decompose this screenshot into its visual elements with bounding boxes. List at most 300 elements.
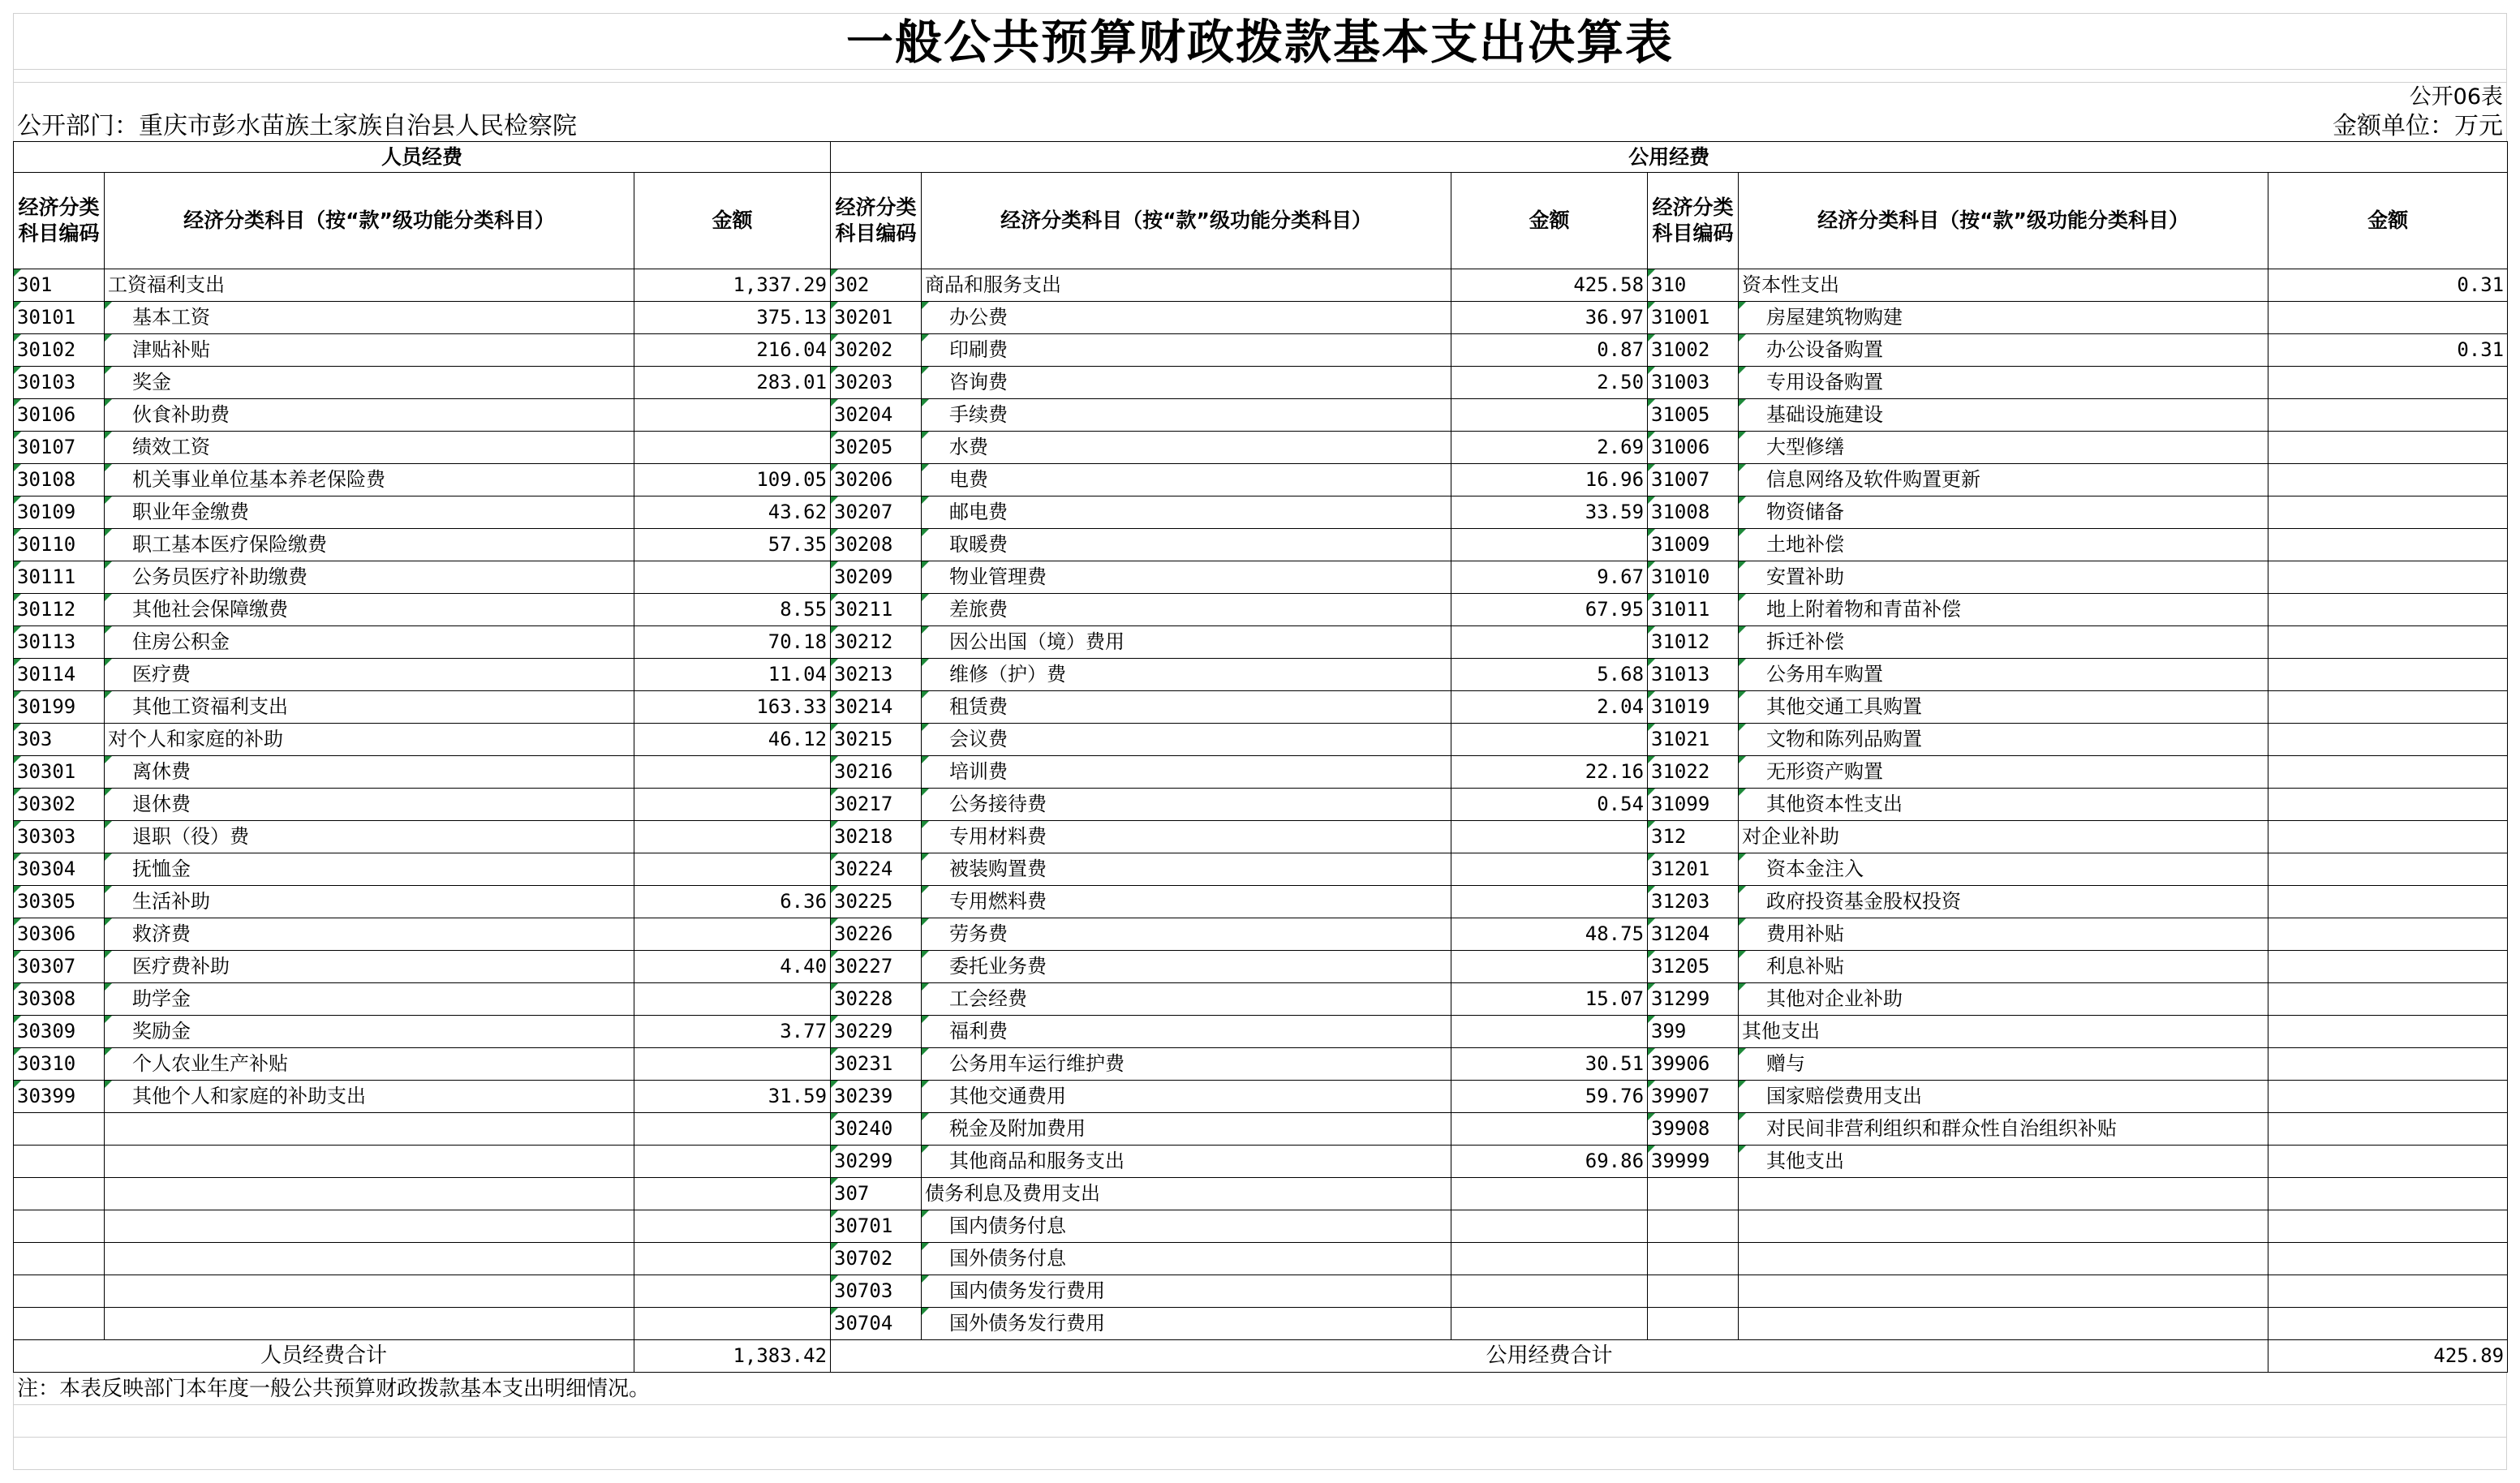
personnel-name-cell: 职业年金缴费 xyxy=(105,496,634,529)
capital-amount-cell xyxy=(2268,1081,2508,1113)
table-row xyxy=(14,1016,2508,1048)
personnel-name-cell xyxy=(105,1178,634,1210)
capital-name-cell: 其他资本性支出 xyxy=(1739,789,2268,821)
capital-name-cell: 地上附着物和青苗补偿 xyxy=(1739,594,2268,626)
department-label: 公开部门：重庆市彭水苗族土家族自治县人民检察院 xyxy=(17,112,577,140)
table-id: 公开06表 xyxy=(13,83,2507,112)
goods-code-cell: 307 xyxy=(831,1178,922,1210)
table-row xyxy=(14,724,2508,756)
goods-code-cell: 30217 xyxy=(831,789,922,821)
capital-amount-cell xyxy=(2268,756,2508,789)
capital-code-cell: 31203 xyxy=(1648,886,1739,918)
personnel-amount-cell xyxy=(634,1113,831,1146)
capital-code-cell: 31003 xyxy=(1648,367,1739,399)
personnel-name-cell xyxy=(105,1308,634,1340)
goods-name-cell: 手续费 xyxy=(922,399,1451,432)
personnel-amount-cell xyxy=(634,853,831,886)
spacer-row xyxy=(13,70,2507,83)
blank-row xyxy=(13,1438,2507,1470)
goods-code-cell: 30214 xyxy=(831,691,922,724)
goods-amount-cell xyxy=(1451,886,1648,918)
personnel-code-cell: 30102 xyxy=(14,334,105,367)
capital-code-cell: 31011 xyxy=(1648,594,1739,626)
personnel-name-cell: 对个人和家庭的补助 xyxy=(105,724,634,756)
goods-name-cell: 咨询费 xyxy=(922,367,1451,399)
personnel-code-cell xyxy=(14,1210,105,1243)
personnel-code-cell: 30308 xyxy=(14,983,105,1016)
goods-name-cell: 国外债务付息 xyxy=(922,1243,1451,1275)
personnel-amount-cell xyxy=(634,983,831,1016)
table-row xyxy=(14,1081,2508,1113)
section-personnel: 人员经费 xyxy=(14,142,831,173)
personnel-amount-cell: 43.62 xyxy=(634,496,831,529)
personnel-name-cell: 绩效工资 xyxy=(105,432,634,464)
goods-code-cell: 30207 xyxy=(831,496,922,529)
goods-amount-cell xyxy=(1451,1113,1648,1146)
goods-amount-cell xyxy=(1451,951,1648,983)
goods-code-cell: 30215 xyxy=(831,724,922,756)
table-row xyxy=(14,1243,2508,1275)
personnel-amount-cell: 3.77 xyxy=(634,1016,831,1048)
goods-code-cell: 30702 xyxy=(831,1243,922,1275)
personnel-name-cell: 工资福利支出 xyxy=(105,269,634,302)
goods-amount-cell xyxy=(1451,1178,1648,1210)
table-row xyxy=(14,1210,2508,1243)
personnel-name-cell: 医疗费补助 xyxy=(105,951,634,983)
goods-name-cell: 国外债务发行费用 xyxy=(922,1308,1451,1340)
personnel-amount-cell xyxy=(634,1308,831,1340)
goods-code-cell: 30216 xyxy=(831,756,922,789)
capital-amount-cell xyxy=(2268,302,2508,334)
capital-amount-cell xyxy=(2268,659,2508,691)
table-row xyxy=(14,951,2508,983)
personnel-amount-cell: 283.01 xyxy=(634,367,831,399)
personnel-code-cell: 30399 xyxy=(14,1081,105,1113)
capital-amount-cell xyxy=(2268,724,2508,756)
capital-code-cell: 39999 xyxy=(1648,1146,1739,1178)
personnel-name-cell: 个人农业生产补贴 xyxy=(105,1048,634,1081)
table-row xyxy=(14,918,2508,951)
blank-row xyxy=(13,1405,2507,1438)
capital-code-cell: 31013 xyxy=(1648,659,1739,691)
capital-name-cell: 其他支出 xyxy=(1739,1016,2268,1048)
personnel-name-cell: 医疗费 xyxy=(105,659,634,691)
personnel-code-cell xyxy=(14,1178,105,1210)
capital-code-cell: 31001 xyxy=(1648,302,1739,334)
goods-code-cell: 30227 xyxy=(831,951,922,983)
capital-amount-cell xyxy=(2268,561,2508,594)
personnel-name-cell: 基本工资 xyxy=(105,302,634,334)
goods-amount-cell: 36.97 xyxy=(1451,302,1648,334)
capital-code-cell: 310 xyxy=(1648,269,1739,302)
personnel-code-cell: 30113 xyxy=(14,626,105,659)
goods-amount-cell: 16.96 xyxy=(1451,464,1648,496)
capital-name-cell xyxy=(1739,1275,2268,1308)
goods-name-cell: 邮电费 xyxy=(922,496,1451,529)
capital-code-cell: 31007 xyxy=(1648,464,1739,496)
personnel-code-cell xyxy=(14,1243,105,1275)
goods-amount-cell xyxy=(1451,1210,1648,1243)
table-row xyxy=(14,367,2508,399)
capital-amount-cell xyxy=(2268,594,2508,626)
capital-amount-cell xyxy=(2268,1016,2508,1048)
capital-amount-cell xyxy=(2268,1113,2508,1146)
goods-amount-cell: 67.95 xyxy=(1451,594,1648,626)
goods-name-cell: 因公出国（境）费用 xyxy=(922,626,1451,659)
capital-amount-cell xyxy=(2268,496,2508,529)
capital-name-cell xyxy=(1739,1178,2268,1210)
goods-name-cell: 商品和服务支出 xyxy=(922,269,1451,302)
personnel-code-cell: 30103 xyxy=(14,367,105,399)
personnel-name-cell: 奖励金 xyxy=(105,1016,634,1048)
capital-code-cell: 31201 xyxy=(1648,853,1739,886)
table-row xyxy=(14,561,2508,594)
goods-code-cell: 30228 xyxy=(831,983,922,1016)
meta-row xyxy=(13,112,2507,141)
capital-name-cell: 国家赔偿费用支出 xyxy=(1739,1081,2268,1113)
goods-amount-cell xyxy=(1451,626,1648,659)
capital-code-cell xyxy=(1648,1210,1739,1243)
capital-name-cell: 费用补贴 xyxy=(1739,918,2268,951)
goods-amount-cell: 2.50 xyxy=(1451,367,1648,399)
capital-name-cell: 政府投资基金股权投资 xyxy=(1739,886,2268,918)
personnel-code-cell: 30107 xyxy=(14,432,105,464)
capital-name-cell: 土地补偿 xyxy=(1739,529,2268,561)
personnel-name-cell xyxy=(105,1146,634,1178)
table-row xyxy=(14,594,2508,626)
personnel-name-cell: 其他工资福利支出 xyxy=(105,691,634,724)
goods-code-cell: 30203 xyxy=(831,367,922,399)
goods-amount-cell xyxy=(1451,1243,1648,1275)
personnel-code-cell xyxy=(14,1113,105,1146)
header-amount: 金额 xyxy=(2268,173,2508,269)
personnel-code-cell: 30303 xyxy=(14,821,105,853)
goods-name-cell: 税金及附加费用 xyxy=(922,1113,1451,1146)
capital-code-cell: 399 xyxy=(1648,1016,1739,1048)
capital-amount-cell xyxy=(2268,464,2508,496)
goods-name-cell: 其他商品和服务支出 xyxy=(922,1146,1451,1178)
capital-name-cell: 信息网络及软件购置更新 xyxy=(1739,464,2268,496)
capital-amount-cell xyxy=(2268,1178,2508,1210)
goods-name-cell: 会议费 xyxy=(922,724,1451,756)
capital-name-cell: 资本性支出 xyxy=(1739,269,2268,302)
section-public: 公用经费 xyxy=(831,142,2508,173)
personnel-amount-cell xyxy=(634,432,831,464)
table-row xyxy=(14,1308,2508,1340)
personnel-amount-cell xyxy=(634,561,831,594)
personnel-name-cell: 住房公积金 xyxy=(105,626,634,659)
table-row xyxy=(14,302,2508,334)
goods-amount-cell: 0.54 xyxy=(1451,789,1648,821)
personnel-amount-cell: 1,337.29 xyxy=(634,269,831,302)
capital-amount-cell: 0.31 xyxy=(2268,334,2508,367)
section-header-row xyxy=(14,142,2508,173)
goods-code-cell: 30299 xyxy=(831,1146,922,1178)
personnel-name-cell: 其他个人和家庭的补助支出 xyxy=(105,1081,634,1113)
footnote: 注：本表反映部门本年度一般公共预算财政拨款基本支出明细情况。 xyxy=(13,1373,2507,1405)
goods-amount-cell xyxy=(1451,853,1648,886)
goods-amount-cell: 425.58 xyxy=(1451,269,1648,302)
capital-code-cell: 312 xyxy=(1648,821,1739,853)
goods-code-cell: 30204 xyxy=(831,399,922,432)
table-row xyxy=(14,983,2508,1016)
table-row xyxy=(14,496,2508,529)
capital-name-cell: 无形资产购置 xyxy=(1739,756,2268,789)
personnel-amount-cell: 216.04 xyxy=(634,334,831,367)
personnel-code-cell: 30302 xyxy=(14,789,105,821)
personnel-amount-cell: 8.55 xyxy=(634,594,831,626)
personnel-name-cell: 津贴补贴 xyxy=(105,334,634,367)
goods-name-cell: 国内债务发行费用 xyxy=(922,1275,1451,1308)
table-row xyxy=(14,626,2508,659)
capital-code-cell xyxy=(1648,1308,1739,1340)
table-row xyxy=(14,334,2508,367)
capital-code-cell: 31022 xyxy=(1648,756,1739,789)
personnel-name-cell: 离休费 xyxy=(105,756,634,789)
capital-name-cell: 办公设备购置 xyxy=(1739,334,2268,367)
personnel-amount-cell xyxy=(634,399,831,432)
capital-code-cell: 31006 xyxy=(1648,432,1739,464)
personnel-amount-cell: 163.33 xyxy=(634,691,831,724)
capital-code-cell: 31099 xyxy=(1648,789,1739,821)
capital-code-cell: 31005 xyxy=(1648,399,1739,432)
capital-name-cell: 其他支出 xyxy=(1739,1146,2268,1178)
personnel-code-cell: 301 xyxy=(14,269,105,302)
goods-name-cell: 维修（护）费 xyxy=(922,659,1451,691)
personnel-name-cell: 生活补助 xyxy=(105,886,634,918)
capital-name-cell xyxy=(1739,1243,2268,1275)
capital-amount-cell xyxy=(2268,1308,2508,1340)
goods-amount-cell: 9.67 xyxy=(1451,561,1648,594)
personnel-name-cell xyxy=(105,1113,634,1146)
goods-amount-cell: 30.51 xyxy=(1451,1048,1648,1081)
goods-amount-cell: 59.76 xyxy=(1451,1081,1648,1113)
capital-code-cell xyxy=(1648,1178,1739,1210)
capital-name-cell: 安置补助 xyxy=(1739,561,2268,594)
personnel-name-cell: 伙食补助费 xyxy=(105,399,634,432)
capital-code-cell xyxy=(1648,1243,1739,1275)
unit-label: 金额单位：万元 xyxy=(2333,112,2503,140)
personnel-total-amount: 1,383.42 xyxy=(634,1340,831,1373)
personnel-amount-cell: 109.05 xyxy=(634,464,831,496)
personnel-code-cell: 30109 xyxy=(14,496,105,529)
goods-name-cell: 办公费 xyxy=(922,302,1451,334)
goods-code-cell: 30703 xyxy=(831,1275,922,1308)
capital-name-cell: 拆迁补偿 xyxy=(1739,626,2268,659)
personnel-code-cell xyxy=(14,1146,105,1178)
personnel-code-cell: 30310 xyxy=(14,1048,105,1081)
goods-amount-cell: 0.87 xyxy=(1451,334,1648,367)
goods-name-cell: 专用材料费 xyxy=(922,821,1451,853)
expenditure-table xyxy=(13,141,2508,1373)
personnel-total-label: 人员经费合计 xyxy=(14,1340,634,1373)
capital-code-cell xyxy=(1648,1275,1739,1308)
goods-amount-cell: 2.69 xyxy=(1451,432,1648,464)
goods-name-cell: 国内债务付息 xyxy=(922,1210,1451,1243)
capital-name-cell: 专用设备购置 xyxy=(1739,367,2268,399)
goods-amount-cell xyxy=(1451,821,1648,853)
personnel-amount-cell xyxy=(634,1146,831,1178)
personnel-code-cell: 30111 xyxy=(14,561,105,594)
personnel-code-cell: 30304 xyxy=(14,853,105,886)
capital-amount-cell xyxy=(2268,626,2508,659)
personnel-amount-cell xyxy=(634,1243,831,1275)
capital-code-cell: 31021 xyxy=(1648,724,1739,756)
goods-code-cell: 30212 xyxy=(831,626,922,659)
personnel-code-cell: 30112 xyxy=(14,594,105,626)
personnel-name-cell: 退休费 xyxy=(105,789,634,821)
personnel-amount-cell: 46.12 xyxy=(634,724,831,756)
capital-amount-cell xyxy=(2268,1048,2508,1081)
personnel-name-cell: 机关事业单位基本养老保险费 xyxy=(105,464,634,496)
personnel-code-cell: 30301 xyxy=(14,756,105,789)
goods-name-cell: 其他交通费用 xyxy=(922,1081,1451,1113)
capital-name-cell: 资本金注入 xyxy=(1739,853,2268,886)
personnel-name-cell: 救济费 xyxy=(105,918,634,951)
goods-name-cell: 债务利息及费用支出 xyxy=(922,1178,1451,1210)
personnel-name-cell: 退职（役）费 xyxy=(105,821,634,853)
personnel-amount-cell: 70.18 xyxy=(634,626,831,659)
personnel-code-cell: 30309 xyxy=(14,1016,105,1048)
personnel-amount-cell xyxy=(634,1210,831,1243)
capital-name-cell xyxy=(1739,1308,2268,1340)
capital-name-cell: 其他交通工具购置 xyxy=(1739,691,2268,724)
personnel-code-cell: 30101 xyxy=(14,302,105,334)
goods-code-cell: 30218 xyxy=(831,821,922,853)
header-code: 经济分类科目编码 xyxy=(831,173,922,269)
goods-amount-cell: 2.04 xyxy=(1451,691,1648,724)
personnel-amount-cell: 11.04 xyxy=(634,659,831,691)
capital-code-cell: 39908 xyxy=(1648,1113,1739,1146)
capital-name-cell: 赠与 xyxy=(1739,1048,2268,1081)
goods-name-cell: 委托业务费 xyxy=(922,951,1451,983)
personnel-amount-cell: 31.59 xyxy=(634,1081,831,1113)
capital-code-cell: 31205 xyxy=(1648,951,1739,983)
personnel-code-cell: 30305 xyxy=(14,886,105,918)
capital-name-cell: 大型修缮 xyxy=(1739,432,2268,464)
goods-code-cell: 30226 xyxy=(831,918,922,951)
goods-name-cell: 劳务费 xyxy=(922,918,1451,951)
public-total-label: 公用经费合计 xyxy=(831,1340,2268,1373)
capital-amount-cell xyxy=(2268,1210,2508,1243)
capital-code-cell: 31299 xyxy=(1648,983,1739,1016)
personnel-code-cell: 30110 xyxy=(14,529,105,561)
capital-code-cell: 31002 xyxy=(1648,334,1739,367)
goods-name-cell: 福利费 xyxy=(922,1016,1451,1048)
capital-amount-cell xyxy=(2268,821,2508,853)
personnel-code-cell: 30199 xyxy=(14,691,105,724)
capital-name-cell: 房屋建筑物购建 xyxy=(1739,302,2268,334)
table-row xyxy=(14,464,2508,496)
table-row xyxy=(14,691,2508,724)
personnel-amount-cell: 4.40 xyxy=(634,951,831,983)
capital-amount-cell: 0.31 xyxy=(2268,269,2508,302)
personnel-code-cell xyxy=(14,1308,105,1340)
header-amount: 金额 xyxy=(634,173,831,269)
goods-code-cell: 30229 xyxy=(831,1016,922,1048)
personnel-amount-cell: 6.36 xyxy=(634,886,831,918)
capital-amount-cell xyxy=(2268,399,2508,432)
capital-amount-cell xyxy=(2268,1243,2508,1275)
capital-code-cell: 31008 xyxy=(1648,496,1739,529)
capital-code-cell: 31019 xyxy=(1648,691,1739,724)
header-code: 经济分类科目编码 xyxy=(14,173,105,269)
goods-code-cell: 30205 xyxy=(831,432,922,464)
table-row xyxy=(14,1113,2508,1146)
totals-row xyxy=(14,1340,2508,1373)
table-row xyxy=(14,756,2508,789)
capital-amount-cell xyxy=(2268,1146,2508,1178)
table-row xyxy=(14,432,2508,464)
table-row xyxy=(14,529,2508,561)
capital-amount-cell xyxy=(2268,691,2508,724)
goods-code-cell: 30224 xyxy=(831,853,922,886)
personnel-amount-cell xyxy=(634,756,831,789)
personnel-code-cell: 30108 xyxy=(14,464,105,496)
goods-name-cell: 取暖费 xyxy=(922,529,1451,561)
goods-code-cell: 30239 xyxy=(831,1081,922,1113)
goods-code-cell: 30213 xyxy=(831,659,922,691)
capital-name-cell: 对民间非营利组织和群众性自治组织补贴 xyxy=(1739,1113,2268,1146)
goods-code-cell: 30240 xyxy=(831,1113,922,1146)
goods-code-cell: 30206 xyxy=(831,464,922,496)
goods-amount-cell: 48.75 xyxy=(1451,918,1648,951)
goods-name-cell: 租赁费 xyxy=(922,691,1451,724)
personnel-name-cell: 奖金 xyxy=(105,367,634,399)
goods-name-cell: 电费 xyxy=(922,464,1451,496)
personnel-code-cell: 30114 xyxy=(14,659,105,691)
table-row xyxy=(14,886,2508,918)
capital-amount-cell xyxy=(2268,367,2508,399)
table-row xyxy=(14,269,2508,302)
table-row xyxy=(14,789,2508,821)
capital-code-cell: 39906 xyxy=(1648,1048,1739,1081)
table-row xyxy=(14,853,2508,886)
personnel-name-cell: 抚恤金 xyxy=(105,853,634,886)
header-name: 经济分类科目（按“款”级功能分类科目） xyxy=(1739,173,2268,269)
goods-name-cell: 工会经费 xyxy=(922,983,1451,1016)
capital-name-cell: 文物和陈列品购置 xyxy=(1739,724,2268,756)
goods-code-cell: 30211 xyxy=(831,594,922,626)
capital-amount-cell xyxy=(2268,951,2508,983)
capital-name-cell xyxy=(1739,1210,2268,1243)
table-row xyxy=(14,1146,2508,1178)
header-amount: 金额 xyxy=(1451,173,1648,269)
goods-name-cell: 差旅费 xyxy=(922,594,1451,626)
personnel-amount-cell xyxy=(634,1178,831,1210)
personnel-name-cell: 其他社会保障缴费 xyxy=(105,594,634,626)
personnel-amount-cell xyxy=(634,1048,831,1081)
table-row xyxy=(14,399,2508,432)
header-code: 经济分类科目编码 xyxy=(1648,173,1739,269)
goods-code-cell: 30209 xyxy=(831,561,922,594)
goods-name-cell: 物业管理费 xyxy=(922,561,1451,594)
personnel-code-cell: 303 xyxy=(14,724,105,756)
goods-amount-cell: 15.07 xyxy=(1451,983,1648,1016)
goods-code-cell: 30201 xyxy=(831,302,922,334)
goods-name-cell: 被装购置费 xyxy=(922,853,1451,886)
goods-name-cell: 印刷费 xyxy=(922,334,1451,367)
capital-code-cell: 31012 xyxy=(1648,626,1739,659)
goods-amount-cell xyxy=(1451,1275,1648,1308)
goods-amount-cell xyxy=(1451,1308,1648,1340)
goods-name-cell: 公务接待费 xyxy=(922,789,1451,821)
table-row xyxy=(14,821,2508,853)
personnel-name-cell xyxy=(105,1275,634,1308)
public-total-amount: 425.89 xyxy=(2268,1340,2508,1373)
capital-amount-cell xyxy=(2268,853,2508,886)
capital-amount-cell xyxy=(2268,1275,2508,1308)
